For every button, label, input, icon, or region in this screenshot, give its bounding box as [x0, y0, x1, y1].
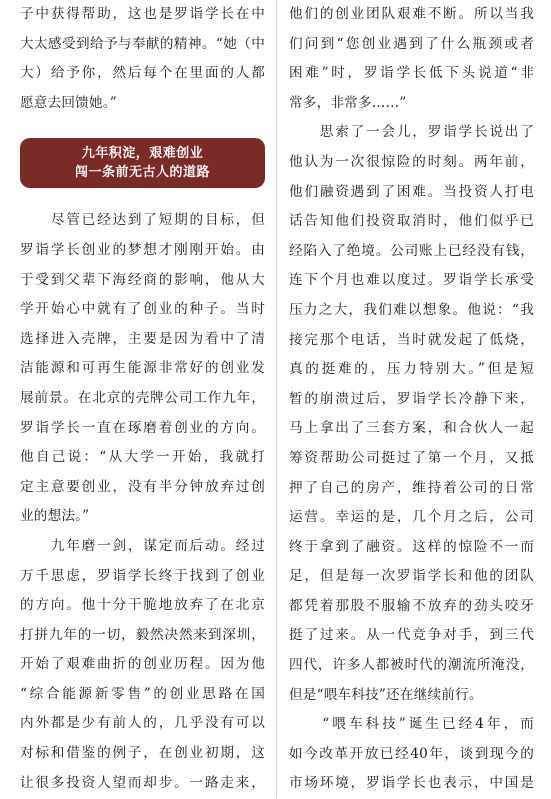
text-line: 都凭着那股不服输不放弃的劲头咬牙: [289, 597, 534, 614]
text-line: 定主意要创业，没有半分钟放弃过创: [20, 478, 265, 495]
text-line: 他认为一次很惊险的时刻。两年前，: [289, 153, 534, 170]
text-line: 话告知他们投资取消时，他们似乎已: [289, 213, 534, 230]
left-column: [20, 0, 265, 798]
body-paragraph: [20, 206, 265, 532]
text-line: 于受到父辈下海经商的影响，他从大: [20, 271, 265, 288]
text-line: 如今改革开放已经40年，谈到现今的: [289, 745, 534, 762]
text-line: 的方向。他十分干脆地放弃了在北京: [20, 597, 265, 614]
text-line: 对标和借鉴的例子，在创业初期，这: [20, 745, 265, 762]
text-line: 接完那个电话，当时就发起了低烧，: [289, 331, 534, 348]
text-line: 四代，许多人都被时代的潮流所淹没，: [289, 657, 534, 674]
text-line: 大）给予你，然后每个在里面的人都: [20, 65, 265, 82]
text-line: 马上拿出了三套方案，和合伙人一起: [289, 420, 534, 437]
text-line: 洁能源和可再生能源非常好的创业发: [20, 360, 265, 377]
right-column: [289, 0, 534, 799]
text-line: 子中获得帮助，这也是罗诣学长在中: [20, 6, 265, 22]
text-line: 愿意去回馈她。”: [20, 94, 117, 111]
body-paragraph: [20, 532, 265, 798]
text-line: 学开始心中就有了创业的种子。当时: [20, 301, 265, 318]
text-line: 大太感受到给予与奉献的精神。“她（中: [20, 35, 265, 52]
text-line: 内外都是少有前人的，几乎没有可以: [20, 715, 265, 732]
text-line: 他自己说：“从大学一开始，我就打: [20, 449, 265, 466]
text-line: 暂的崩溃过后，罗诣学长冷静下来，: [289, 390, 534, 407]
text-line: 九年磨一剑，谋定而后动。经过: [20, 537, 265, 554]
text-line: 打拼九年的一切，毅然决然来到深圳，: [20, 626, 265, 643]
text-line: 罗诣学长创业的梦想才刚刚开始。由: [20, 241, 265, 258]
text-line: 终于拿到了融资。这样的惊险不一而: [289, 538, 534, 555]
column-divider: [276, 0, 277, 798]
intro-paragraph: [20, 0, 265, 118]
section-heading-banner: [20, 138, 265, 188]
text-line: 挺了过来。从一代竞争对手，到三代: [289, 627, 534, 644]
text-line: 经陷入了绝境。公司账上已经没有钱，: [289, 242, 534, 259]
text-line: 们问到“您创业遇到了什么瓶颈或者: [289, 35, 534, 52]
text-line: 市场环境，罗诣学长也表示，中国是: [289, 775, 534, 792]
text-line: 他们的创业团队艰难不断。所以当我: [289, 6, 534, 22]
text-line: 压力之大，我们难以想象。他说：“我: [289, 301, 534, 318]
text-line: 足，但是每一次罗诣学长和他的团队: [289, 568, 534, 585]
text-line: 选择进入壳牌，主要是因为看中了清: [20, 330, 265, 347]
section-heading-line-1: 九年积淀，艰难创业: [81, 146, 204, 162]
text-line: 连下个月也难以度过。罗诣学长承受: [289, 272, 534, 289]
text-line: “喂车科技”诞生已经4年，而: [289, 716, 534, 733]
body-paragraph: [289, 710, 534, 799]
text-line: 罗诣学长一直在琢磨着创业的方向。: [20, 419, 265, 436]
text-line: 展前景。在北京的壳牌公司工作九年，: [20, 389, 265, 406]
text-line: 让很多投资人望而却步。一路走来，: [20, 774, 265, 791]
text-line: 他们融资遇到了困难。当投资人打电: [289, 183, 534, 200]
text-line: 真的挺难的，压力特别大。”但是短: [289, 361, 534, 378]
text-line: 但是“喂车科技”还在继续前行。: [289, 686, 483, 703]
text-line: 尽管已经达到了短期的目标，但: [20, 212, 265, 229]
text-line: 常多，非常多……”: [289, 94, 407, 111]
text-line: 思索了一会儿，罗诣学长说出了: [289, 124, 534, 141]
text-line: 万千思虑，罗诣学长终于找到了创业: [20, 567, 265, 584]
text-line: 押了自己的房产，维持着公司的日常: [289, 479, 534, 496]
section-heading-line-2: 闯一条前无古人的道路: [74, 165, 210, 181]
text-line: 筹资帮助公司挺过了第一个月，又抵: [289, 449, 534, 466]
body-paragraph: [289, 0, 534, 118]
body-paragraph: [289, 118, 534, 710]
text-line: “综合能源新零售”的创业思路在国: [20, 685, 265, 702]
text-line: 业的想法。”: [20, 508, 90, 525]
text-line: 开始了艰难曲折的创业历程。因为他: [20, 656, 265, 673]
text-line: 困难”时，罗诣学长低下头说道“非: [289, 65, 534, 82]
text-line: 运营。幸运的是，几个月之后，公司: [289, 509, 534, 526]
